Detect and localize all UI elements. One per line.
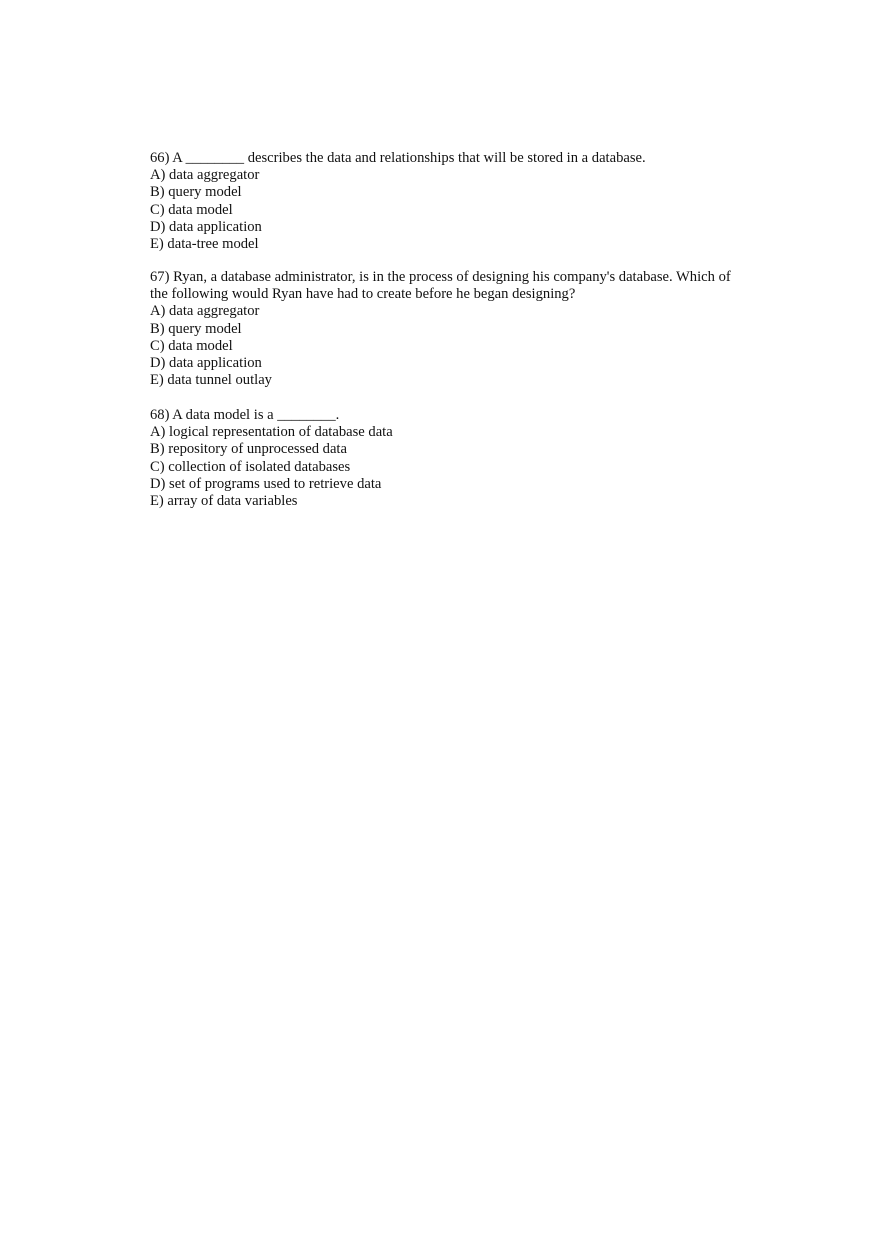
question-67 (150, 269, 750, 389)
answer-option-b: B) repository of unprocessed data (150, 441, 347, 458)
answer-option-a: A) data aggregator (150, 303, 260, 320)
question-stem: 67) Ryan, a database administrator, is in the process of designing his company's database. Which of the following would Ryan have had to create before he began designing? (150, 269, 731, 303)
answer-option-e: E) data tunnel outlay (150, 372, 272, 389)
answer-option-c: C) collection of isolated databases (150, 458, 351, 475)
answer-option-a: A) logical representation of database data (150, 424, 393, 441)
answer-option-d: D) set of programs used to retrieve data (150, 475, 382, 492)
answer-option-a: A) data aggregator (150, 167, 260, 184)
question-stem: 68) A data model is a ________. (150, 407, 340, 423)
answer-option-c: C) data model (150, 337, 233, 354)
answer-option-e: E) array of data variables (150, 493, 298, 510)
answer-option-c: C) data model (150, 201, 233, 218)
question-66 (150, 150, 750, 253)
answer-option-b: B) query model (150, 320, 242, 337)
answer-option-e: E) data-tree model (150, 236, 259, 253)
question-68 (150, 407, 750, 510)
question-stem: 66) A ________ describes the data and relationships that will be stored in a database. (150, 150, 646, 166)
answer-option-d: D) data application (150, 218, 262, 235)
answer-option-b: B) query model (150, 184, 242, 201)
answer-option-d: D) data application (150, 355, 262, 372)
